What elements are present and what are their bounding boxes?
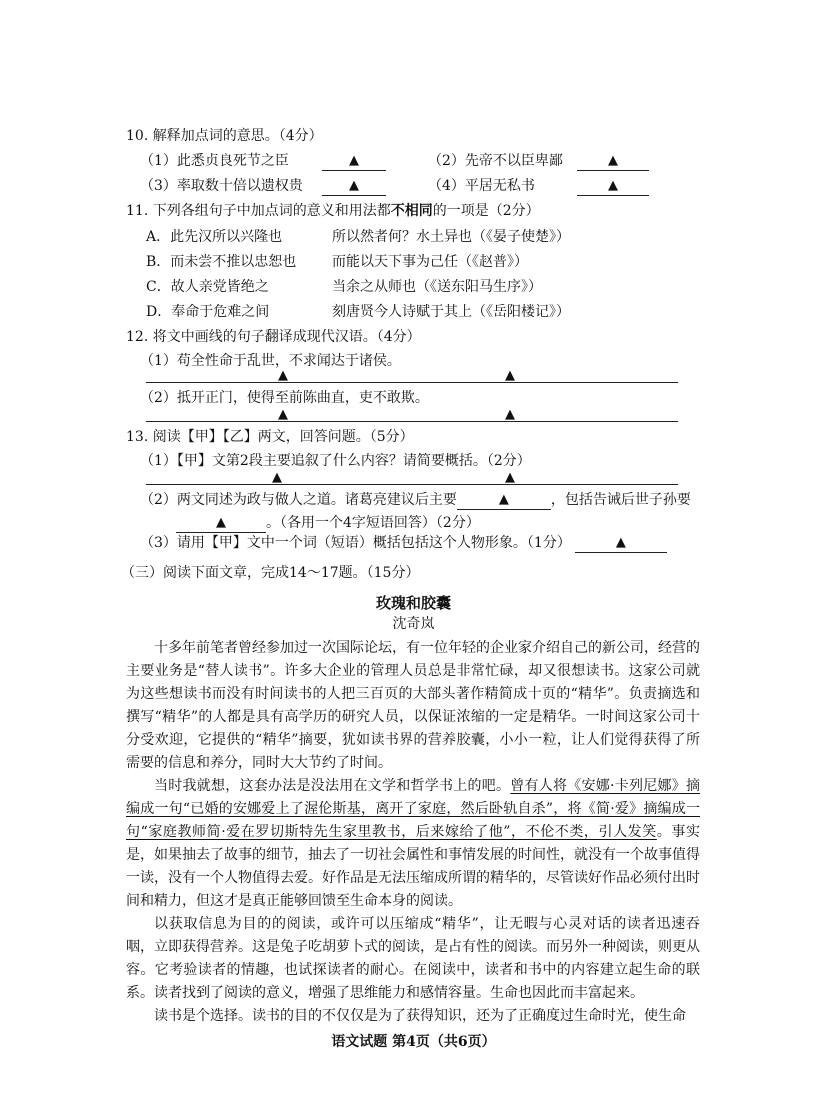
q10-blank-4[interactable] — [577, 176, 649, 196]
q13-sub-2-a: （2）两文同述为政与做人之道。诸葛亮建议后主要 — [140, 492, 457, 508]
q13-sub-2 — [140, 490, 691, 510]
q10-item-3: （3）率取数十倍以遗权贵 — [140, 178, 303, 194]
q10-blank-3[interactable] — [322, 176, 386, 196]
triangle-icon: ▲ — [349, 153, 359, 168]
article-author: 沈奇岚 — [392, 616, 435, 632]
article-paragraph-3: 以获取信息为目的的阅读，或许可以压缩成“精华”，让无暇与心灵对话的读者迅速吞咽，立即获得营养。这是兔子吃胡萝卜式的阅读，是占有性的阅读。而另外一种阅读，则更从容。它考验读者的情趣，也试探读者的耐心。在阅读中，读者和书中的内容建立起生命的联系。读者找到了阅读的意义，增强了思维能力和感情容量。生命也因此而丰富起来。 — [126, 916, 700, 1001]
triangle-icon: ▲ — [272, 470, 282, 485]
q12-stem: 12. 将文中画线的句子翻译成现代汉语。（4分） — [126, 329, 421, 345]
q12-sentence-2: （2）抵开正门，使得至前陈曲直，吏不敢欺。 — [140, 390, 429, 406]
q13-sub-1: （1）【甲】文第2段主要追叙了什么内容？请简要概括。（2分） — [140, 453, 531, 469]
q11-option-d-left: D．奉命于危难之间 — [146, 304, 270, 320]
section-3-heading: （三）阅读下面文章，完成14～17题。（15分） — [121, 565, 420, 581]
triangle-icon: ▲ — [349, 178, 359, 193]
q12-answer-line-2[interactable] — [146, 421, 678, 422]
q13-answer-line-1[interactable] — [146, 484, 678, 485]
page-footer: 语文试题 第4页（共6页） — [331, 1034, 496, 1050]
q11-option-c-right: 当余之从师也（《送东阳马生序》） — [332, 279, 542, 295]
q11-option-b-right: 而能以天下事为己任（《赵普》） — [332, 254, 528, 270]
q11-option-c-left: C．故人亲党皆绝之 — [146, 279, 269, 295]
q10-stem: 10. 解释加点词的意思。（4分） — [126, 128, 323, 144]
q10-blank-1[interactable] — [322, 151, 386, 171]
triangle-icon: ▲ — [278, 407, 288, 422]
q11-stem-pre: 11. 下列各组句子中加点词的意义和用法都 — [126, 203, 391, 219]
q13-sub-2-b: ，包括告诫后世子孙要 — [550, 492, 691, 508]
article-paragraph-2 — [126, 775, 700, 913]
article-paragraph-1: 十多年前笔者曾经参加过一次国际论坛，有一位年轻的企业家介绍自己的新公司，经营的主要业务是“替人读书”。许多大企业的管理人员总是非常忙碌，却又很想读书。这家公司就为这些想读书而没有时间读书的人把三百页的大部头著作精简成十页的“精华”。负责摘选和撰写“精华”的人都是具有高学历的研究人员，以保证浓缩的一定是精华。一时间这家公司十分受欢迎，它提供的“精华”摘要，犹如读书界的营养胶囊，小小一粒，让人们觉得获得了所需要的信息和养分，同时大大节约了时间。 — [126, 640, 700, 771]
triangle-icon: ▲ — [216, 515, 226, 530]
q11-option-d-right: 刻唐贤今人诗赋于其上（《岳阳楼记》） — [332, 304, 570, 320]
q11-stem-post: 的一项是（2分） — [432, 203, 540, 219]
q10-item-1: （1）此悉贞良死节之臣 — [140, 153, 289, 169]
triangle-icon: ▲ — [498, 492, 509, 507]
q13-blank-3[interactable] — [575, 536, 667, 553]
q13-sub-3-text: （3）请用【甲】文中一个词（短语）概括包括这个人物形象。（1分） — [140, 535, 571, 551]
q13-sub-2-line2 — [176, 513, 480, 533]
q13-blank-2[interactable] — [176, 516, 266, 533]
q13-stem: 13. 阅读【甲】【乙】两文，回答问题。（5分） — [126, 429, 414, 445]
article-title: 玫瑰和胶囊 — [375, 594, 451, 612]
q10-item-4: （4）平居无私书 — [428, 178, 535, 194]
q11-option-a-right: 所以然者何？水土异也（《晏子使楚》） — [332, 229, 570, 245]
article-paragraph-4: 读书是个选择。读书的目的不仅仅是为了获得知识，还为了正确度过生命时光，使生命 — [154, 1008, 686, 1024]
q11-stem-bold: 不相同 — [390, 203, 433, 219]
q13-sub-2-c: 。（各用一个4字短语回答）（2分） — [266, 515, 480, 531]
triangle-icon: ▲ — [615, 535, 626, 550]
triangle-icon: ▲ — [505, 407, 515, 422]
q11-stem — [126, 201, 540, 221]
triangle-icon: ▲ — [278, 368, 288, 383]
q12-answer-line-1[interactable] — [146, 382, 678, 383]
triangle-icon: ▲ — [505, 470, 515, 485]
triangle-icon: ▲ — [505, 368, 515, 383]
q10-blank-2[interactable] — [577, 151, 649, 171]
q11-option-a-left: A．此先汉所以兴隆也 — [146, 229, 283, 245]
triangle-icon: ▲ — [608, 178, 618, 193]
triangle-icon: ▲ — [608, 153, 618, 168]
q11-option-b-left: B．而未尝不推以忠恕也 — [146, 254, 297, 270]
q13-blank-1[interactable] — [457, 493, 551, 510]
q10-item-2: （2）先帝不以臣卑鄙 — [428, 153, 563, 169]
article-underlined-sentence: 曾有人将《安娜·卡列尼娜》摘编成一句“已婚的安娜爱上了渥伦斯基，离开了家庭，然后卧轨自杀”，将《简·爱》摘编成一句“家庭教师简·爱在罗切斯特先生家里教书，后来嫁给了他”，不伦不类，引人发笑 — [126, 778, 700, 840]
article-paragraph-2-post: 。事实是，如果抽去了故事的细节，抽去了一切社会属性和事情发展的时间性，就没有一个故事值得一读，没有一个人物值得去爱。好作品是无法压缩成所谓的精华的，尽管读好作品必须付出时间和精力，但这才是真正能够回馈至生命本身的阅读。 — [126, 824, 701, 909]
q13-sub-3 — [140, 533, 667, 553]
article-paragraph-2-pre: 当时我就想，这套办法是没法用在文学和哲学书上的吧。 — [154, 778, 511, 794]
q12-sentence-1: （1）苟全性命于乱世，不求闻达于诸侯。 — [140, 353, 401, 369]
